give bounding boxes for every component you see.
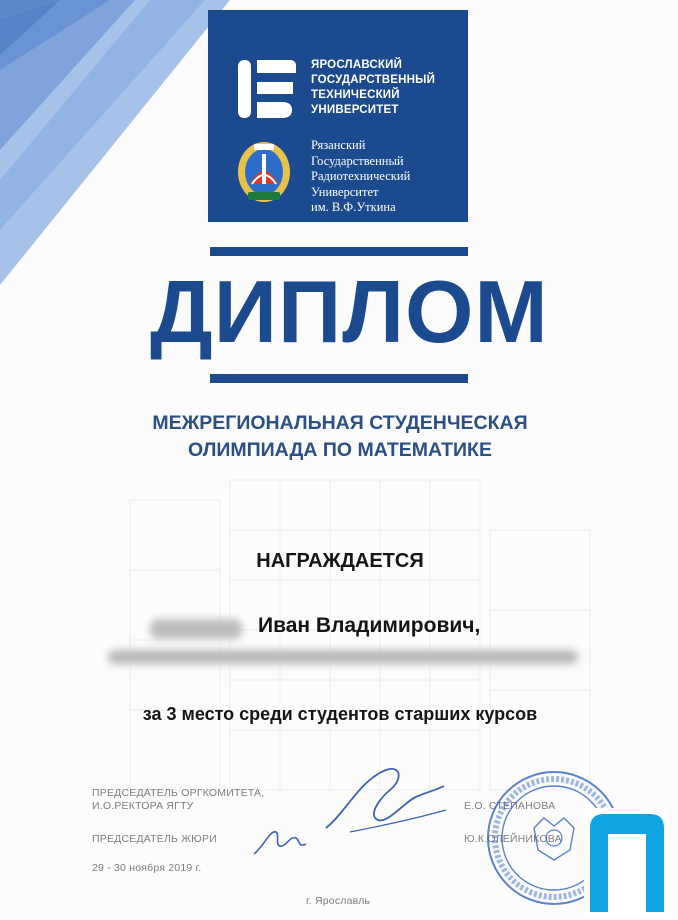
- chair-jury-name: Ю.К.ОЛЕЙНИКОВА: [464, 833, 562, 845]
- rsreu-line-1: Рязанский: [311, 138, 366, 152]
- awarded-label: НАГРАЖДАЕТСЯ: [256, 550, 424, 572]
- redacted-surname: [150, 619, 242, 639]
- rsreu-name: [311, 138, 410, 216]
- rsreu-line-2: Государственный: [311, 153, 404, 168]
- chair-org-name: Е.О. СТЕПАНОВА: [464, 800, 556, 812]
- chair-org-title-line-2: И.О.РЕКТОРА ЯГТУ: [92, 800, 194, 812]
- ystu-line-2: ГОСУДАРСТВЕННЫЙ: [311, 74, 436, 86]
- chair-jury-title: ПРЕДСЕДАТЕЛЬ ЖЮРИ: [92, 833, 217, 845]
- rsreu-line-4: Университет: [311, 184, 379, 199]
- city-label: г. Ярославль: [306, 895, 371, 907]
- signature-rector: [320, 760, 450, 840]
- corner-brand-logo-icon: [584, 808, 670, 914]
- event-name: [80, 410, 600, 464]
- university-header-block: [208, 10, 468, 222]
- ystu-line-3: ТЕХНИЧЕСКИЙ: [311, 89, 400, 101]
- recipient-name: Иван Владимирович,: [258, 614, 481, 637]
- event-line-1: МЕЖРЕГИОНАЛЬНАЯ СТУДЕНЧЕСКАЯ: [152, 412, 528, 434]
- decorative-stripes: [0, 0, 230, 290]
- signature-jury: [250, 820, 310, 860]
- redacted-affiliation: [108, 650, 578, 664]
- ystu-line-4: УНИВЕРСИТЕТ: [311, 104, 399, 116]
- event-dates: 29 - 30 ноября 2019 г.: [92, 862, 202, 874]
- ystu-logo-icon: [238, 60, 296, 118]
- rsreu-line-3: Радиотехнический: [311, 169, 411, 183]
- diploma-title: ДИПЛОМ: [150, 262, 549, 361]
- rsreu-line-5: им. В.Ф.Уткина: [311, 200, 396, 214]
- rsreu-emblem-icon: [236, 140, 292, 204]
- ystu-line-1: ЯРОСЛАВСКИЙ: [311, 59, 403, 71]
- event-line-2: ОЛИМПИАДА ПО МАТЕМАТИКЕ: [188, 439, 492, 461]
- chair-org-title-line-1: ПРЕДСЕДАТЕЛЬ ОРГКОМИТЕТА,: [92, 787, 265, 799]
- ystu-name: [311, 58, 435, 118]
- title-rule-bottom: [210, 374, 468, 383]
- award-reason: за 3 место среди студентов старших курсов: [142, 704, 538, 724]
- title-rule-top: [210, 247, 468, 256]
